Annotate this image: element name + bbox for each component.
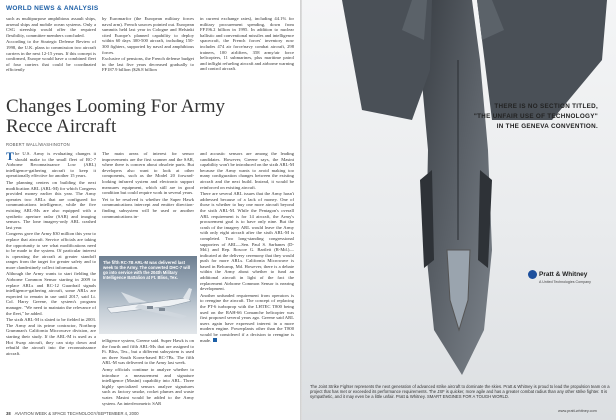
publication-line: AVIATION WEEK & SPACE TECHNOLOGY/SEPTEMBER 4, 2000 <box>14 411 139 416</box>
photo-caption: The fifth RC-7B ARL-M was delivered last week to the Army. The converted DHC-7 will go into service with the 204th Military Intelligence Battalion at Ft. Bliss, Tex. <box>103 260 191 280</box>
ad-url: www.pratt-whitney.com <box>558 409 597 413</box>
advertisement-page <box>302 0 616 420</box>
ad-headline-line-2: "THE UNFAIR USE OF TECHNOLOGY" <box>473 113 598 120</box>
paragraph: such as multipurpose amphibious assault ships, arsenal ships and mobile ocean systems. Only a CSG steership would offer the required flexibility, committee members concluded. <box>6 16 96 38</box>
paragraph: and acoustic sensors are among the leading candidates. However, Greene says, the Masint capability won't be introduced on the sixth ARL-M because the Army wants to avoid making too many configuration changes between the existing aircraft and the next build. Instead, it would be reinforced on existing aircraft. <box>200 151 294 190</box>
paragraph: According to the Strategic Defense Review of 1998, the U.K. plans to commission two aircraft carriers in the next 12-15 years. If this concept is confirmed, Europe would have a combined fleet of four carriers that could be coordinated efficiently <box>6 39 96 73</box>
byline: ROBERT WALL/WASHINGTON <box>6 142 70 147</box>
paragraph: Exclusive of pensions, the French defense budget in the last five years decreased gradually to FF187.9 billion ($26.8 billion <box>102 56 194 73</box>
paragraph: The main areas of interest for sensor improvements are the first scanner and the SAR, where there is concern about obsolete parts. But developers also want to look at other components, such as the Model 20 forward-looking infrared system and electronic support measures equipment, which still are in good condition but could require work in several years. <box>102 151 194 196</box>
article-headline: Changes Looming For Army Recce Aircraft <box>6 96 226 137</box>
column-2-bottom <box>102 338 194 408</box>
aircraft-photo <box>99 256 197 334</box>
paragraph: There are several ARL issues that the Army hasn't addressed because of a lack of money. One of those is whether to buy one more aircraft beyond the sixth ARL-M. While the Pentagon's overall ARL requirement is for 14 aircraft, the Army's procurement goal is to have only nine. But the crash of the imagery ARL would leave the Army with only eight aircraft after the sixth ARL-M is completed. Two long-standing congressional supporters of ARL—Sen. Paul S. Sarbanes (D-Md.) and Rep. Roscoe G. Bartlett (R-Md.)—indicated at the delivery ceremony that they would push for more ARLs. California Microwave is based in Belcamp, Md. However, there is a debate within the Army about whether to fund an additional aircraft in light of the fact the replacement Airborne Common Sensor is nearing development. <box>200 191 294 292</box>
ad-headline-line-3: IN THE GENEVA CONVENTION. <box>496 123 598 130</box>
page-number: 38 <box>6 411 11 416</box>
eagle-logo-icon <box>528 270 537 279</box>
paragraph: Yet to be resolved is whether the Super Hawk communications intercept and emitter direction-finding subsystem will be used or another communications in- <box>102 196 194 219</box>
column-1-body <box>6 151 96 406</box>
paragraph: by Euromarfor (the European military forces naval arm). French sources pointed out. European summits held last year in Cologne and Helsinki cited Europe's planned capability to deploy within 60 days 300-500 aircraft, including 150-300 fighters, supported by naval and amphibious forces. <box>102 16 194 55</box>
paragraph: Although the Army wants to start fielding the Airborne Common Sensor starting in 2009 to replace ARLs and RC-12 Guardrail signals intelligence-gathering aircraft, some ARLs are expected to remain in use until 2017, said Lt. Col. Harry Greene, the system's program manager. "We need to maintain the relevance of the fleet," he added. <box>6 271 96 316</box>
column-2-body <box>102 151 194 253</box>
brand-tagline: A United Technologies Company <box>539 280 591 284</box>
paragraph: telligence system, Greene said. Super Hawk is on the fourth and fifth ARL-Ms that are assigned to Ft. Bliss, Tex., but a different subsystem is used on three South Korea-based RC-7Bs. The fifth ARL-M was delivered to the Army last week. <box>102 338 194 366</box>
ad-headline-line-1: THERE IS NO SECTION TITLED, <box>494 103 598 110</box>
section-head: WORLD NEWS & ANALYSIS <box>6 5 99 12</box>
column-3-top <box>200 16 294 73</box>
paragraph: The U.S. Army is evaluating changes it should make to the small fleet of RC-7 Airborne Reconnaissance Low (ARL) intelligence-gathering aircraft to keep it operationally effective for another 15 years. <box>6 151 96 179</box>
dropcap: T <box>6 151 15 163</box>
column-2-top <box>102 16 194 74</box>
paragraph: The sixth ARL-M is slated to be fielded in 2003. The Army and its prime contractor, Northrop Grumman's California Microwave division, are starting their study. If the ARL-M is used as a Hot Swap aircraft, they can strip down and rebuild the aircraft into the reconnaissance aircraft. <box>6 317 96 356</box>
paragraph: Army officials continue to analyze whether to introduce a measurement and signature intelligence (Masint) capability into ARL. Three highly specialized sensors analyze signatures such as factory smoke, rocket plumes and waste water. Masint would be added to the Army system. An interferometric SAR <box>102 366 194 406</box>
column-3-body <box>200 151 294 408</box>
paragraph: The planning centers on building the next modification ARL (ARL-M) for which Congress provided money earlier this year. The Army operates two ARLs that are configured for communications intelligence, while the five existing ARL-Ms are also equipped with a synthetic aperture radar (SAR) and imaging sensors. The lone imagery-only ARL crashed last year. <box>6 179 96 230</box>
paragraph: in current exchange rates), including 44.1% for military procurement spending, down from FF196.2 billion in 1995. In addition to nuclear ballistic and conventional missiles and intelligence spacecraft, the French forces' inventory now includes 474 air force/navy combat aircraft, 298 trainers, 100 airlifters, 358 army/air force helicopters, 11 submarines, plus maritime patrol and inflight refueling aircraft and airborne warning and control aircraft. <box>200 16 294 72</box>
paragraph: Another unfunded requirement from operators is to reengine the aircraft. The concept of replacing the PT-6 turboprop with the LHTEC T800 being used on the RAH-66 Comanche helicopter was first proposed several years ago. Greene said ARL users again have expressed interest in a more modern engine. Powerplants other than the T800 would be considered if a decision to reengine is made. <box>200 292 294 343</box>
page-footer <box>6 411 139 416</box>
jet-fighter-illustration <box>302 0 616 420</box>
ad-body-copy: The Joint Strike Fighter represents the next generation of advanced strike aircraft to dominate the skies. Pratt & Whitney is proud to lead the propulsion team on a project that has met or exceeded its performance requirements. The JSF is quicker, more agile and has a greater combat radius than any other strike fighter. It is sympathetic, and it may even be a little unfair. Pratt & Whitney. SMART ENGINES FOR A TOUGH WORLD. <box>310 384 610 399</box>
article-page <box>0 0 302 420</box>
brand-logo: Pratt & Whitney <box>528 270 587 279</box>
paragraph: Congress gave the Army $30 million this year to replace that aircraft. Service officials are taking the opportunity to see what modifications need to be made to the system. Of particular interest is operating the aircraft at greater standoff ranges from the target for greater safety and to more clandestinely collect information. <box>6 231 96 270</box>
end-mark-icon <box>213 338 217 342</box>
column-1-top <box>6 16 96 74</box>
